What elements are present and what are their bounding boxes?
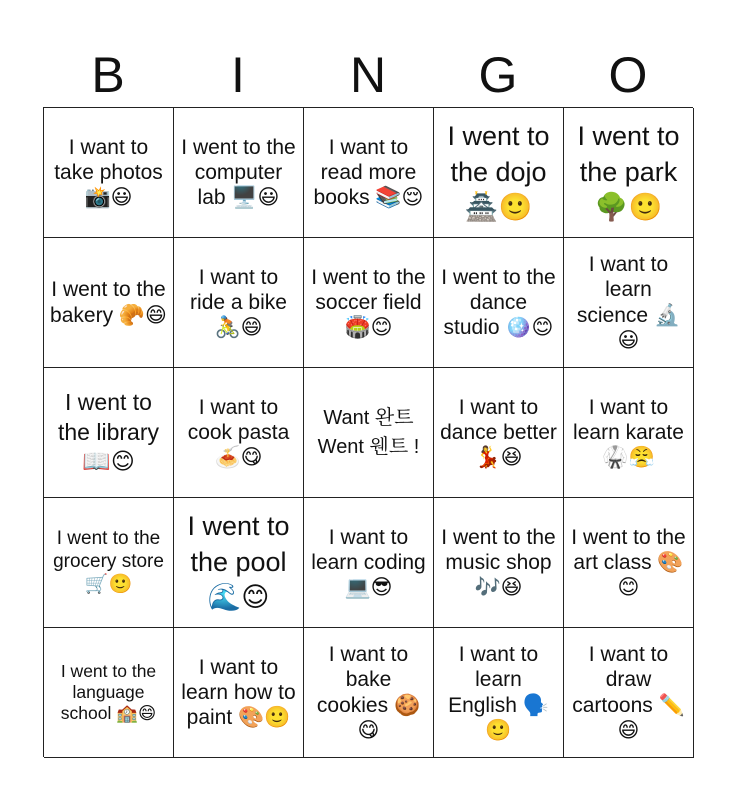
bingo-cell[interactable] (174, 498, 304, 628)
cell-text: I went to the music shop 🎶😆 (441, 525, 556, 600)
cell-text: I went to the soccer field 🏟️😊 (311, 265, 426, 340)
bingo-cell[interactable] (174, 368, 304, 498)
bingo-cell[interactable] (434, 498, 564, 628)
bingo-cell[interactable] (44, 368, 174, 498)
cell-text: I went to the bakery 🥐😄 (50, 278, 167, 327)
bingo-cell[interactable] (174, 628, 304, 758)
header-letter-n: N (349, 47, 387, 103)
cell-text: I want to learn science 🔬😃 (576, 253, 681, 352)
bingo-grid (43, 107, 693, 757)
bingo-cell[interactable] (174, 238, 304, 368)
cell-text: I want to take photos 📸😃 (54, 135, 163, 210)
cell-text: I want to draw cartoons ✏️😄 (572, 643, 685, 742)
cell-text: I want to learn how to paint 🎨🙂 (181, 655, 296, 730)
bingo-cell[interactable] (564, 368, 694, 498)
header-letter-b: B (91, 47, 125, 103)
cell-text: I want to bake cookies 🍪😋 (316, 643, 421, 742)
cell-text: I went to the pool 🌊😊 (187, 511, 290, 613)
bingo-cell[interactable] (44, 498, 174, 628)
bingo-cell[interactable] (44, 238, 174, 368)
bingo-cell[interactable] (434, 628, 564, 758)
bingo-cell[interactable] (564, 498, 694, 628)
bingo-cell[interactable] (304, 238, 434, 368)
bingo-cell[interactable] (44, 108, 174, 238)
cell-text: I want to ride a bike 🚴😄 (190, 265, 287, 340)
cell-text: I went to the library 📖😊 (58, 388, 159, 475)
bingo-header (43, 42, 693, 108)
bingo-cell[interactable] (44, 628, 174, 758)
bingo-cell[interactable] (434, 368, 564, 498)
header-letter-o: O (608, 47, 648, 103)
cell-text: I want to learn coding 💻😎 (311, 525, 426, 600)
bingo-cell[interactable] (304, 368, 434, 498)
bingo-cell[interactable] (564, 238, 694, 368)
cell-text: Want 완트 Went 웬트 ! (317, 406, 420, 458)
cell-text: I went to the park 🌳🙂 (577, 121, 680, 223)
bingo-cell[interactable] (564, 108, 694, 238)
bingo-cell[interactable] (304, 498, 434, 628)
cell-text: I want to learn English 🗣️🙂 (448, 643, 549, 742)
cell-text: I want to dance better 💃😆 (440, 395, 557, 470)
header-letter-g: G (478, 47, 518, 103)
cell-text: I want to read more books 📚😌 (313, 135, 424, 210)
cell-text: I went to the dance studio 🪩😊 (441, 265, 556, 340)
bingo-cell[interactable] (434, 238, 564, 368)
cell-text: I went to the computer lab 🖥️😃 (181, 135, 296, 210)
bingo-cell[interactable] (174, 108, 304, 238)
bingo-cell[interactable] (304, 108, 434, 238)
cell-text: I want to cook pasta 🍝😋 (187, 395, 290, 470)
bingo-cell[interactable] (434, 108, 564, 238)
cell-text: I went to the dojo 🏯🙂 (447, 121, 550, 223)
header-letter-i: I (231, 47, 245, 103)
cell-text: I went to the grocery store 🛒🙂 (53, 528, 164, 595)
bingo-cell[interactable] (564, 628, 694, 758)
cell-text: I went to the art class 🎨😊 (571, 525, 686, 600)
cell-text: I went to the language school 🏫😄 (60, 661, 157, 723)
bingo-cell[interactable] (304, 628, 434, 758)
cell-text: I want to learn karate 🥋😤 (573, 395, 684, 470)
